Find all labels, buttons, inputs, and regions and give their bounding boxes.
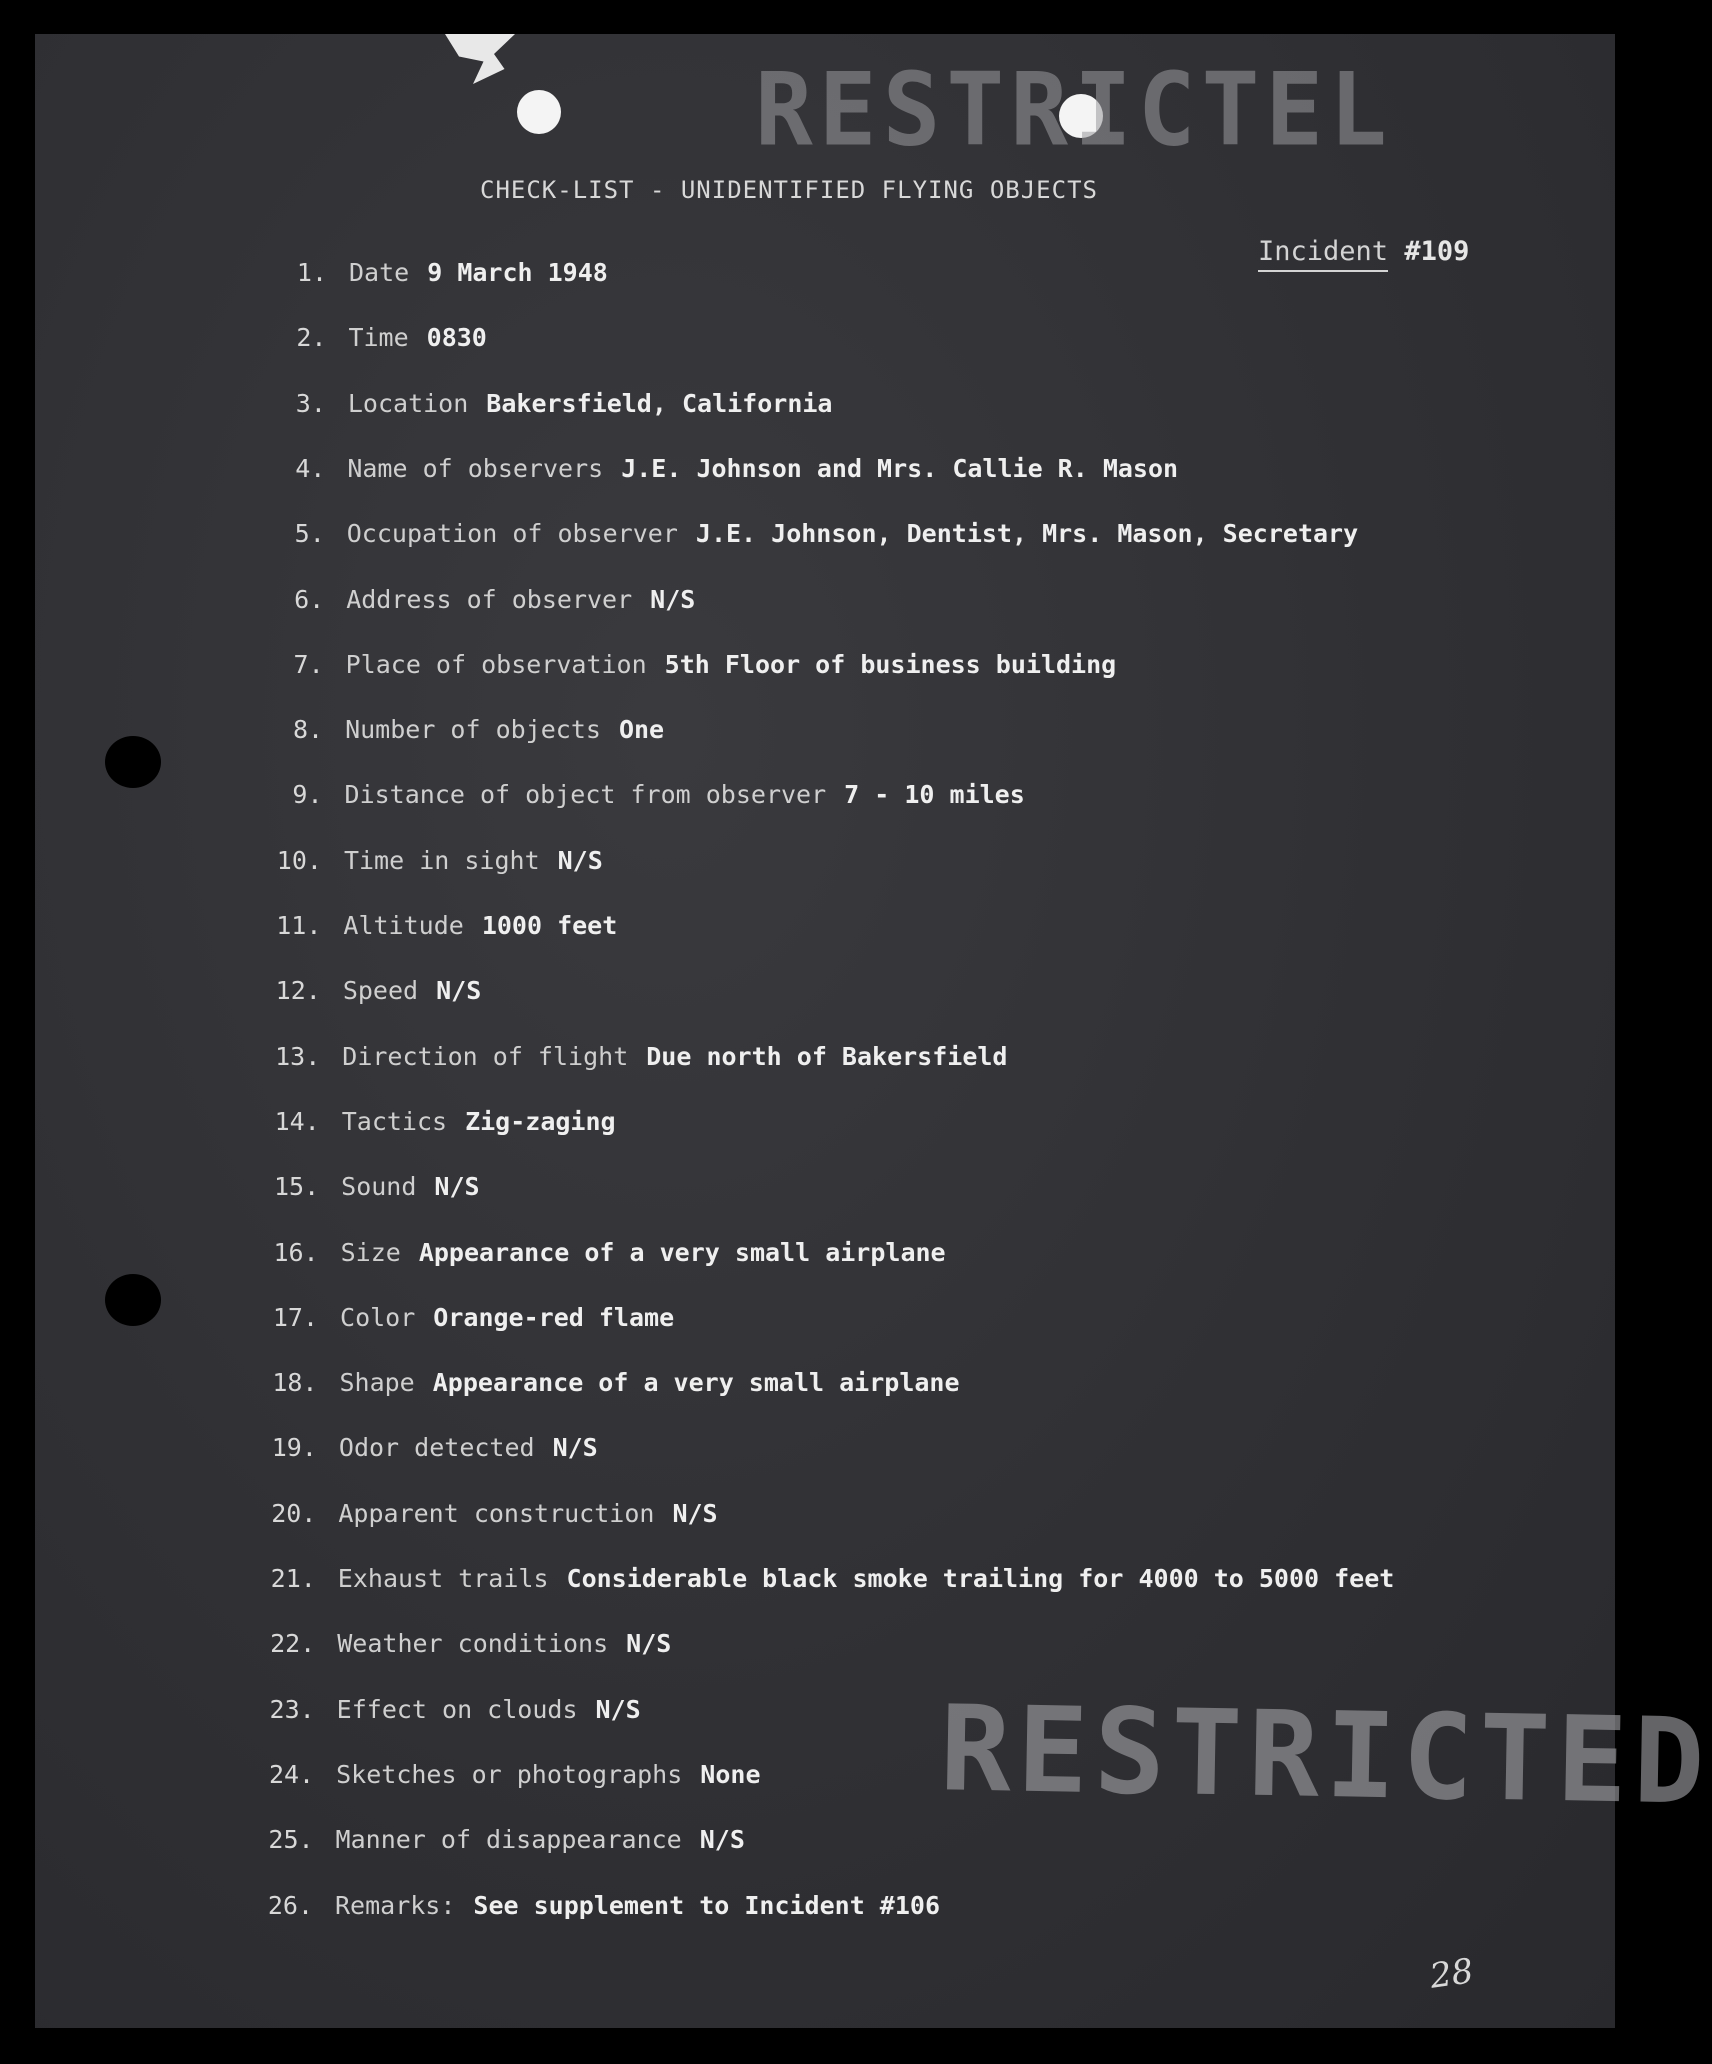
item-label: Sketches or photographs <box>336 1759 683 1789</box>
item-value: N/S <box>650 584 696 614</box>
item-number: 3. <box>295 388 326 418</box>
checklist-item <box>265 1627 671 1661</box>
item-number: 5. <box>294 519 325 549</box>
item-number: 9. <box>292 780 323 810</box>
item-value: N/S <box>699 1825 745 1855</box>
item-label: Distance of object from observer <box>344 780 827 810</box>
restricted-stamp-top: RESTRICTEL <box>755 51 1393 169</box>
item-label: Speed <box>342 976 419 1006</box>
item-value: J.E. Johnson and Mrs. Callie R. Mason <box>621 453 1179 483</box>
item-number: 20. <box>271 1498 317 1528</box>
item-label: Shape <box>339 1368 415 1398</box>
item-label: Altitude <box>343 911 464 940</box>
incident-value: #109 <box>1404 236 1470 267</box>
form-title: CHECK-LIST - UNIDENTIFIED FLYING OBJECTS <box>480 176 1098 204</box>
item-value: 9 March 1948 <box>427 258 608 287</box>
item-number: 18. <box>272 1368 318 1398</box>
item-label: Manner of disappearance <box>335 1825 682 1855</box>
checklist-item <box>267 1366 959 1400</box>
item-value: 0830 <box>426 323 487 353</box>
checklist-item <box>272 844 603 878</box>
item-number: 24. <box>268 1759 315 1789</box>
item-number: 12. <box>275 976 321 1006</box>
item-number: 19. <box>271 1433 317 1463</box>
item-label: Tactics <box>341 1106 448 1136</box>
checklist-item <box>267 1431 598 1465</box>
item-label: Time <box>348 323 409 353</box>
item-value: Appearance of a very small airplane <box>432 1368 960 1398</box>
item-label: Name of observers <box>347 453 604 483</box>
binder-hole-lower <box>105 1274 161 1326</box>
item-label: Time in sight <box>343 845 540 875</box>
item-number: 2. <box>296 323 327 353</box>
checklist-item <box>263 1889 940 1923</box>
item-value: See supplement to Incident #106 <box>473 1890 941 1920</box>
item-number: 4. <box>295 453 326 483</box>
item-number: 8. <box>292 715 324 745</box>
item-label: Address of observer <box>346 584 633 614</box>
checklist-item <box>270 1105 616 1139</box>
item-value: N/S <box>552 1433 598 1463</box>
item-value: 1000 feet <box>481 911 618 940</box>
checklist-item <box>273 778 1025 812</box>
item-value: N/S <box>436 976 482 1006</box>
checklist-item <box>276 321 486 355</box>
item-label: Place of observation <box>345 649 647 679</box>
item-value: Due north of Bakersfield <box>646 1041 1008 1071</box>
checklist-item <box>268 1301 674 1335</box>
torn-corner <box>445 34 515 84</box>
item-label: Apparent construction <box>338 1498 655 1528</box>
item-number: 17. <box>272 1302 319 1332</box>
item-value: N/S <box>595 1694 641 1724</box>
item-label: Date <box>349 258 410 287</box>
checklist-item <box>271 974 481 1008</box>
checklist-item <box>266 1497 717 1531</box>
item-value: Bakersfield, California <box>486 388 833 418</box>
item-label: Location <box>347 388 469 418</box>
item-number: 14. <box>274 1106 320 1136</box>
item-number: 6. <box>294 584 325 614</box>
item-number: 25. <box>268 1825 314 1855</box>
checklist-item <box>270 1040 1007 1074</box>
checklist-item <box>274 583 695 617</box>
incident-label: Incident <box>1258 236 1388 272</box>
item-number: 21. <box>270 1564 316 1593</box>
checklist-item <box>264 1823 745 1857</box>
item-label: Exhaust trails <box>337 1564 549 1593</box>
item-number: 15. <box>274 1172 320 1202</box>
checklist-item <box>271 909 617 943</box>
checklist-item <box>266 1562 1395 1596</box>
item-value: N/S <box>557 845 603 875</box>
item-label: Size <box>340 1237 401 1267</box>
item-label: Occupation of observer <box>346 519 678 549</box>
item-value: 5th Floor of business building <box>664 649 1117 679</box>
item-value: One <box>618 715 665 745</box>
item-value: J.E. Johnson, Dentist, Mrs. Mason, Secretary <box>695 519 1359 549</box>
item-value: N/S <box>626 1629 672 1659</box>
item-number: 7. <box>293 649 324 679</box>
item-number: 16. <box>273 1237 319 1267</box>
checklist-item <box>265 1693 641 1727</box>
item-value: N/S <box>434 1172 480 1202</box>
checklist-item <box>277 256 608 290</box>
item-value: 7 - 10 miles <box>844 780 1025 810</box>
item-number: 13. <box>275 1041 321 1071</box>
item-value: None <box>700 1759 761 1789</box>
item-value: Orange-red flame <box>433 1302 675 1332</box>
item-label: Effect on clouds <box>336 1694 578 1724</box>
item-number: 10. <box>276 845 322 875</box>
item-value: N/S <box>672 1498 718 1528</box>
punch-hole-top-left <box>517 90 561 134</box>
item-number: 22. <box>270 1629 316 1659</box>
item-number: 23. <box>269 1694 315 1724</box>
checklist-item <box>275 517 1358 551</box>
checklist-item <box>269 1170 479 1204</box>
document-page <box>35 34 1712 2028</box>
item-number: 26. <box>267 1890 313 1920</box>
item-label: Number of objects <box>345 715 601 745</box>
item-number: 11. <box>276 911 322 940</box>
checklist-item <box>269 1236 946 1270</box>
item-value: Appearance of a very small airplane <box>418 1237 946 1267</box>
incident-number <box>1258 236 1469 267</box>
handwritten-page-number: 28 <box>1427 1951 1476 1997</box>
restricted-stamp-bottom: RESTRICTED <box>938 1679 1712 1831</box>
item-number: 1. <box>296 258 327 287</box>
item-label: Weather conditions <box>337 1629 609 1659</box>
item-label: Sound <box>341 1172 417 1202</box>
checklist-item <box>273 713 664 747</box>
item-label: Remarks: <box>335 1890 456 1920</box>
checklist-item <box>274 648 1117 682</box>
item-value: Zig-zaging <box>465 1106 616 1136</box>
checklist-item <box>264 1758 760 1792</box>
item-label: Direction of flight <box>342 1041 629 1071</box>
checklist-item <box>275 452 1178 486</box>
item-label: Odor detected <box>338 1433 535 1463</box>
binder-hole-upper <box>105 736 161 788</box>
item-value: Considerable black smoke trailing for 4000 to 5000 feet <box>566 1564 1395 1593</box>
checklist-item <box>276 387 833 421</box>
item-label: Color <box>340 1302 416 1332</box>
